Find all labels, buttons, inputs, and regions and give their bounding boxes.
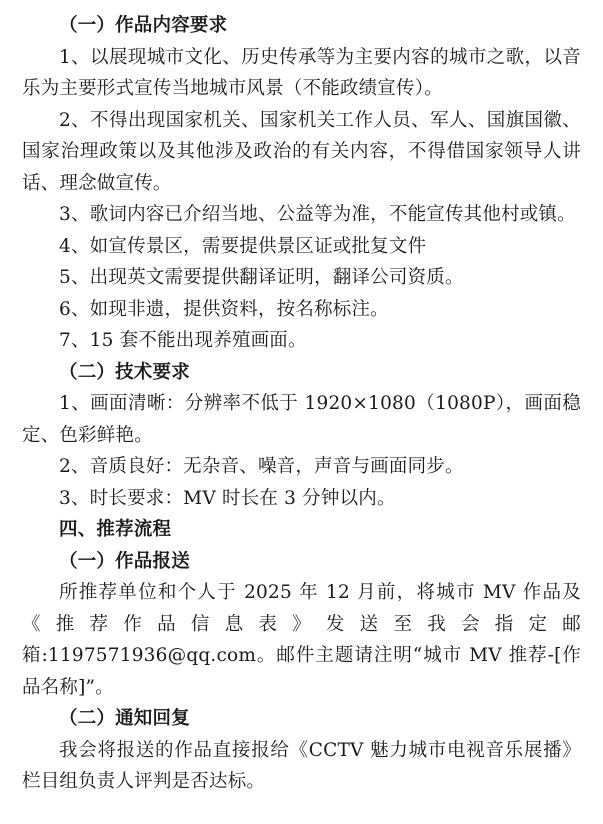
- paragraph-item-7: 7、15 套不能出现养殖画面。: [59, 330, 307, 351]
- paragraph-item-3: 3、歌词内容已介绍当地、公益等为准，不能宣传其他村或镇。: [59, 204, 576, 225]
- section-heading-notification: （二）通知回复: [59, 708, 190, 729]
- document-body: [22, 10, 581, 798]
- section-heading-recommendation-process: 四、推荐流程: [59, 519, 172, 540]
- paragraph-item-1: 1、以展现城市文化、历史传承等为主要内容的城市之歌，以音乐为主要形式宣传当地城市风景（不能政绩宣传）。: [22, 46, 581, 99]
- paragraph-item-4: 4、如宣传景区，需要提供景区证或批复文件: [59, 235, 427, 257]
- paragraph-item-5: 5、出现英文需要提供翻译证明，翻译公司资质。: [59, 267, 464, 288]
- paragraph-tech-2: 2、音质良好：无杂音、噪音，声音与画面同步。: [59, 456, 464, 477]
- paragraph-item-2: 2、不得出现国家机关、国家机关工作人员、军人、国旗国徽、国家治理政策以及其他涉及政治的有关内容，不得借国家领导人讲话、理念做宣传。: [22, 109, 581, 194]
- paragraph-item-6: 6、如现非遗，提供资料，按名称标注。: [59, 298, 389, 320]
- section-heading-technical-requirements: （二）技术要求: [59, 361, 190, 383]
- paragraph-tech-3: 3、时长要求：MV 时长在 3 分钟以内。: [59, 487, 396, 509]
- paragraph-notification-detail: 我会将报送的作品直接报给《CCTV 魅力城市电视音乐展播》栏目组负责人评判是否达标。: [22, 739, 581, 792]
- paragraph-tech-1: 1、画面清晰：分辨率不低于 1920×1080（1080P），画面稳定、色彩鲜艳。: [22, 393, 581, 446]
- paragraph-submission-detail: 所推荐单位和个人于 2025 年 12 月前，将城市 MV 作品及《推荐作品信息表》发送至我会指定邮箱:1197571936@qq.com。邮件主题请注明“城市 MV 推荐-[作品名称]”。: [22, 582, 581, 698]
- section-heading-content-requirements: （一）作品内容要求: [59, 15, 228, 36]
- section-heading-submission: （一）作品报送: [59, 550, 190, 572]
